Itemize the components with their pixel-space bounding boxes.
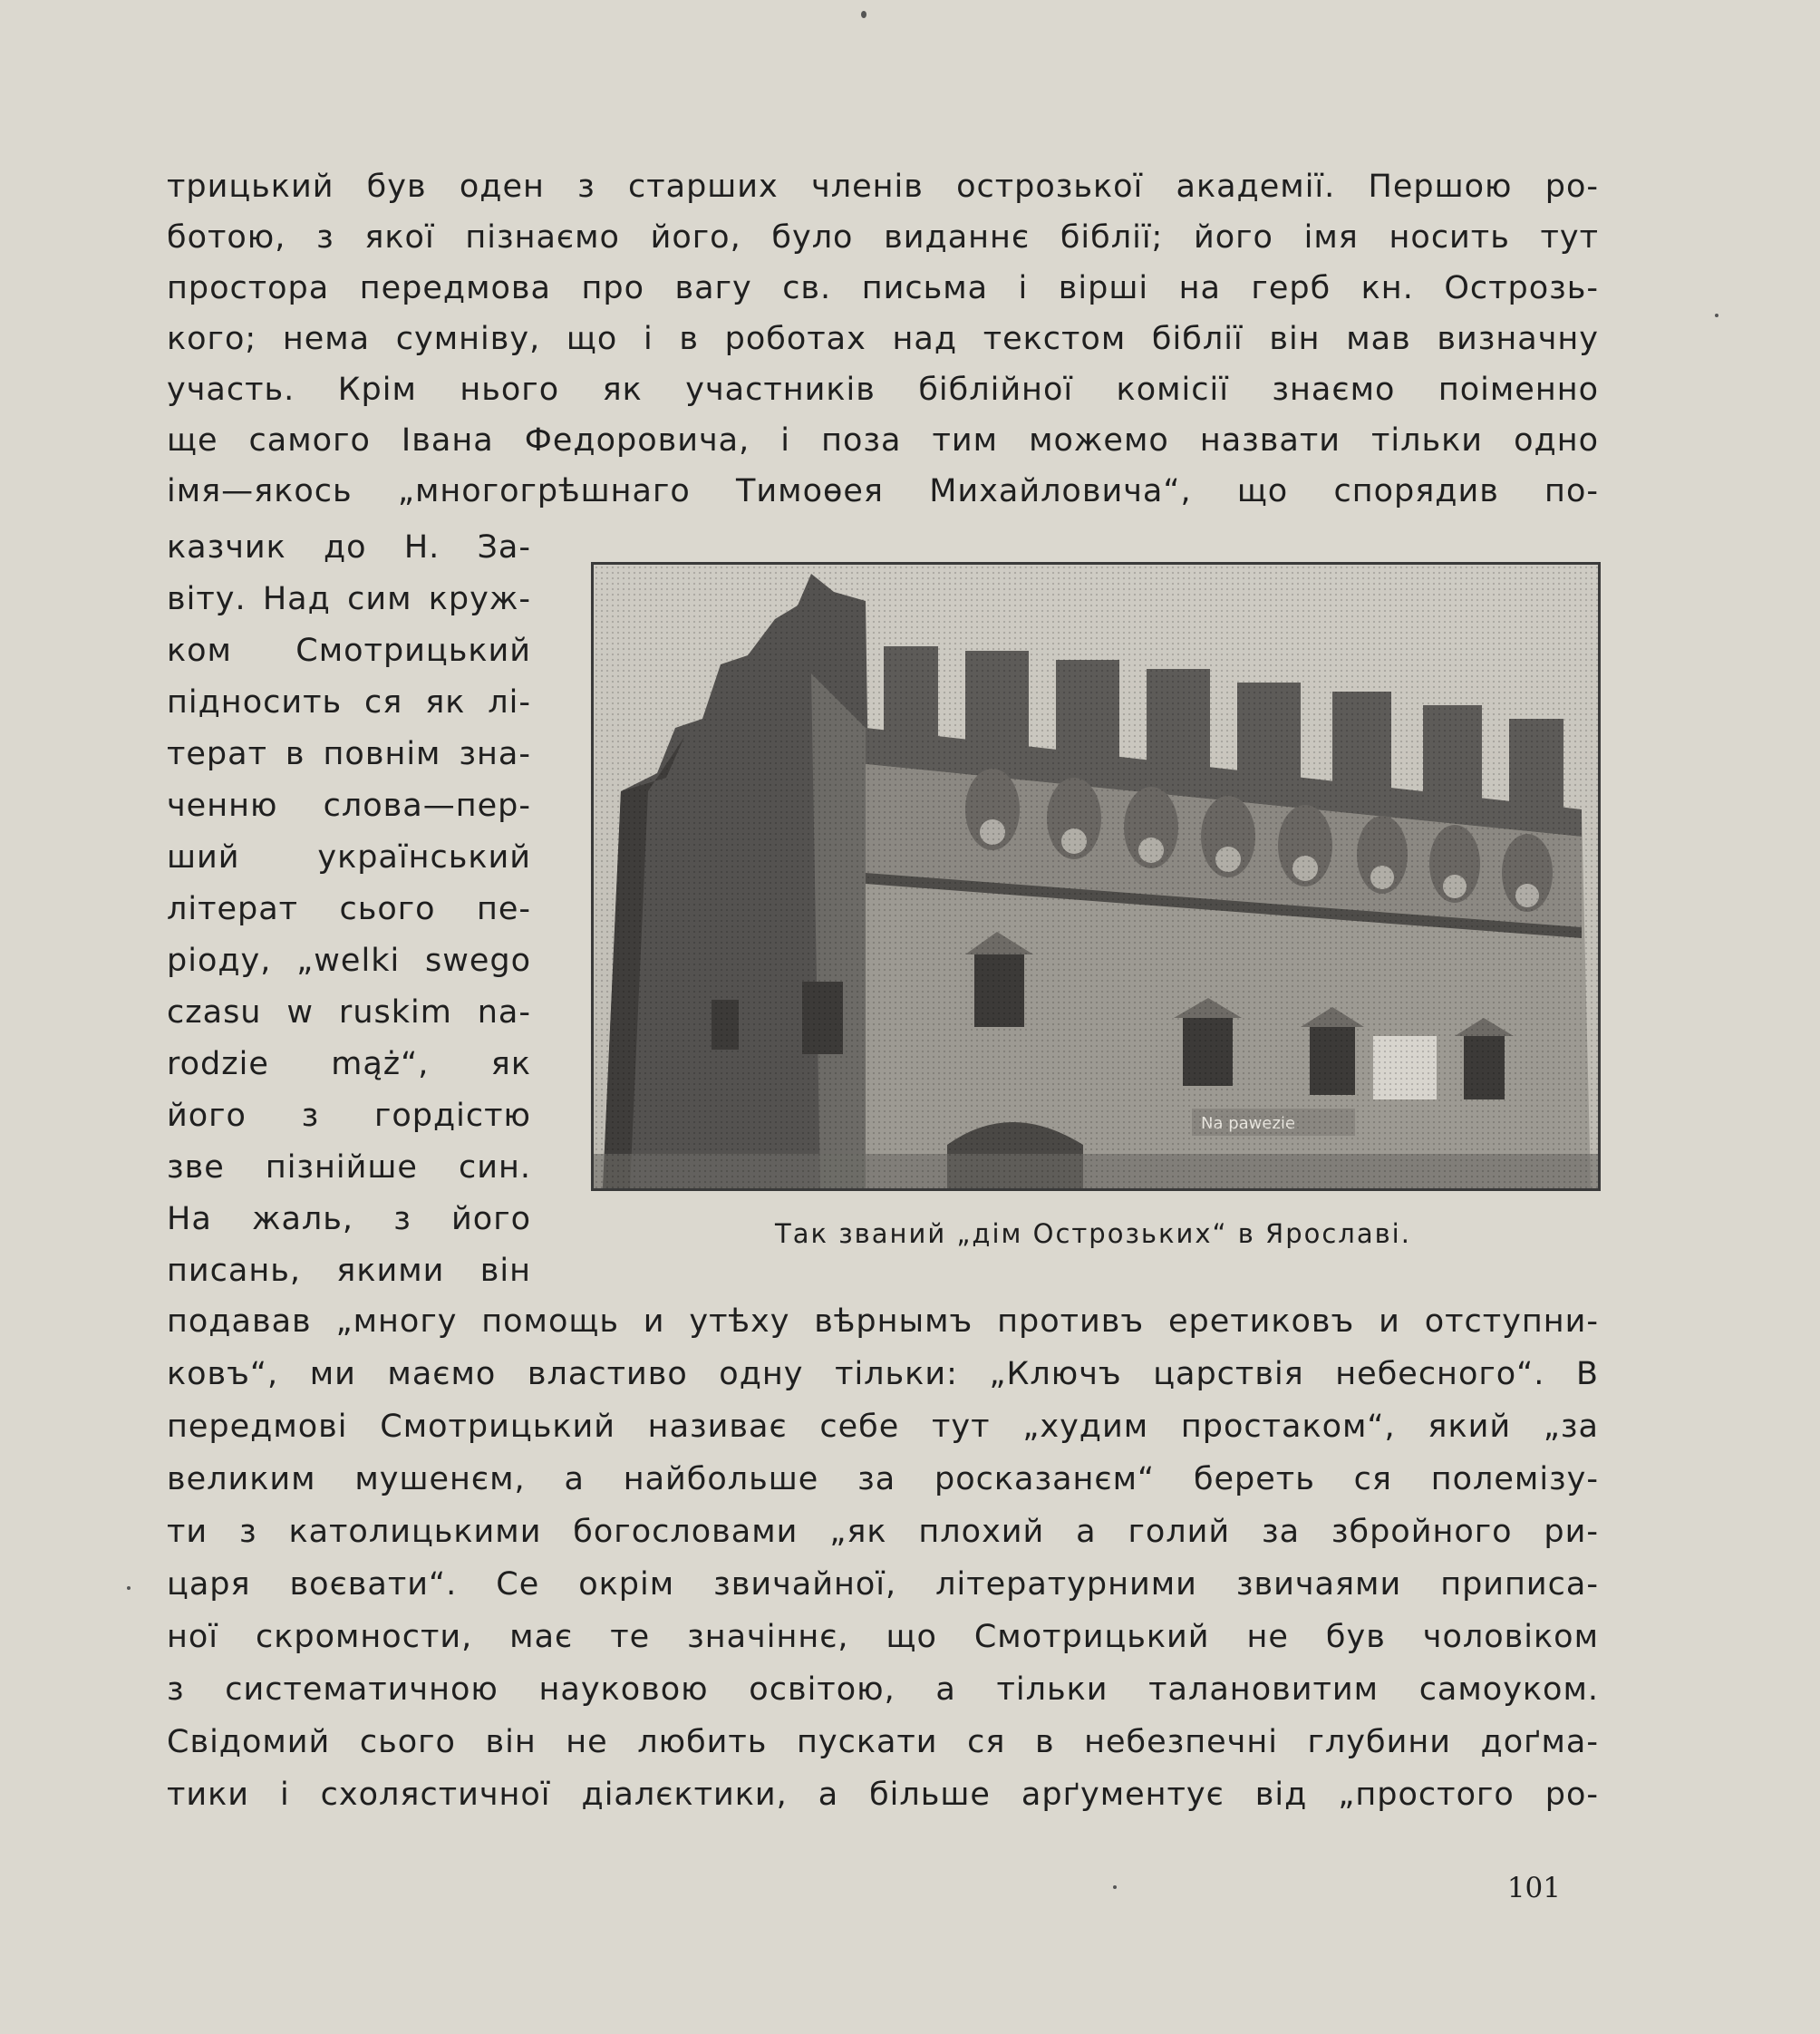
text-line: з систематичною науковою освітою, а тільки талановитим самоуком. (167, 1671, 1599, 1708)
paper-speck (1715, 314, 1718, 317)
wrap-text-line: rodzie mąż“, як (167, 1046, 531, 1082)
page-number: 101 (1506, 1872, 1561, 1904)
figure-caption: Так званий „дім Острозьких“ в Ярославі. (775, 1218, 1411, 1249)
wrap-text-line: ком Смотрицький (167, 633, 531, 669)
text-line: ковъ“, ми маємо властиво одну тільки: „Ключъ царствія небесного“. В (167, 1356, 1599, 1392)
text-line: тики і схолястичної діалєктики, а більше арґументує від „простого ро- (167, 1777, 1599, 1813)
wrap-text-line: казчик до Н. За- (167, 529, 531, 566)
wrap-text-line: підносить ся як лі- (167, 684, 531, 721)
wrap-text-line: його з гордістю (167, 1098, 531, 1134)
wrap-text-line: ший український (167, 839, 531, 876)
text-line: трицький був оден з старших членів острозької академії. Першою ро- (167, 169, 1599, 205)
building-photo (591, 562, 1601, 1191)
text-line: царя воєвати“. Се окрім звичайної, літературними звичаями приписа- (167, 1566, 1599, 1603)
wrap-text-line: терат в повнім зна- (167, 736, 531, 772)
text-line: ботою, з якої пізнаємо його, було виданнє біблії; його імя носить тут (167, 219, 1599, 256)
text-line: імя—якось „многогрѣшнаго Тимоѳея Михайловича“, що спорядив по- (167, 473, 1599, 509)
wrap-text-line: писань, якими він (167, 1253, 531, 1289)
text-line: участь. Крім нього як участників біблійної комісії знаємо поіменно (167, 372, 1599, 408)
building-photo-illustration (594, 565, 1598, 1188)
text-line: кого; нема сумніву, що і в роботах над текстом біблії він мав визначну (167, 321, 1599, 357)
text-line: Свідомий сього він не любить пускати ся в небезпечні глубини доґма- (167, 1724, 1599, 1760)
wrap-text-line: зве пізнійше син. (167, 1149, 531, 1186)
text-line: ти з католицькими богословами „як плохий а голий за збройного ри- (167, 1514, 1599, 1550)
text-line: простора передмова про вагу св. письма і вірші на герб кн. Острозь- (167, 270, 1599, 306)
wrap-text-line: віту. Над сим круж- (167, 581, 531, 617)
text-line: подавав „многу помощь и утѣху вѣрнымъ противъ еретиковъ и отступни- (167, 1303, 1599, 1340)
text-line: передмові Смотрицький називає себе тут „худим простаком“, який „за (167, 1409, 1599, 1445)
wrap-text-line: літерат сього пе- (167, 891, 531, 927)
text-line: ної скромности, має те значіннє, що Смотрицький не був чоловіком (167, 1619, 1599, 1655)
text-line: ще самого Івана Федоровича, і поза тим можемо назвати тільки одно (167, 422, 1599, 459)
paper-speck (1113, 1885, 1117, 1889)
wrap-text-line: ченню слова—пер- (167, 788, 531, 824)
wrap-text-line: czasu w ruskim na- (167, 994, 531, 1031)
text-line: великим мушенєм, а найбольше за росказанєм“ береть ся полемізу- (167, 1461, 1599, 1497)
paper-speck (127, 1586, 131, 1590)
paper-speck (861, 11, 866, 18)
wrap-text-line: ріоду, „welki swego (167, 943, 531, 979)
wrap-text-line: На жаль, з його (167, 1201, 531, 1237)
